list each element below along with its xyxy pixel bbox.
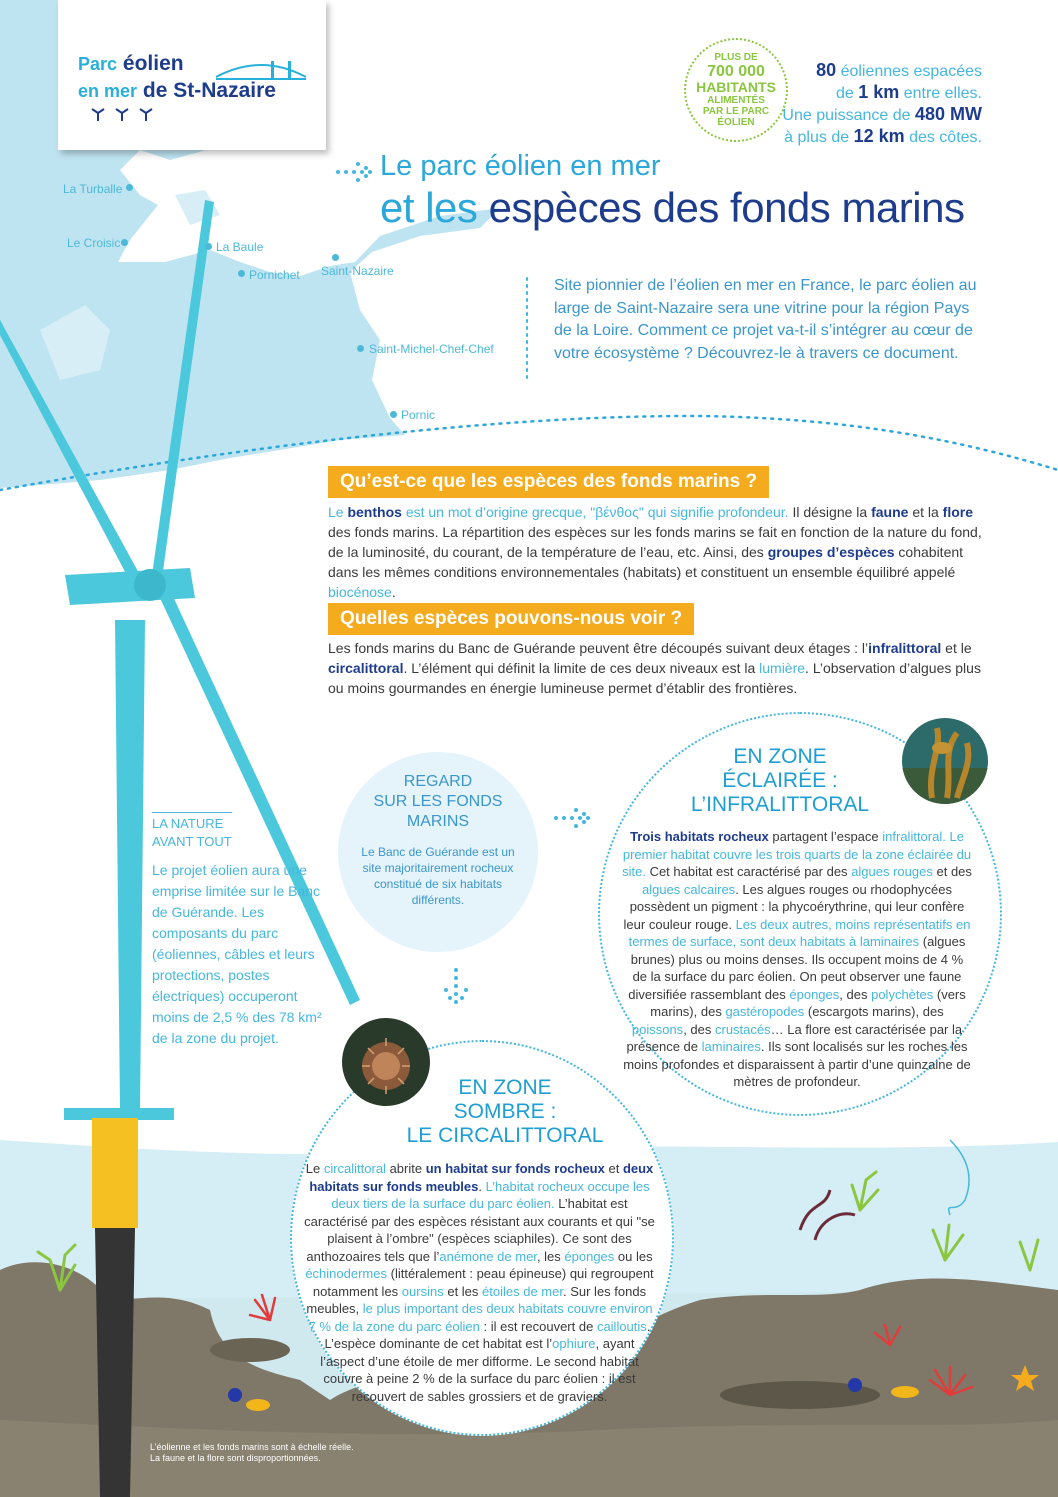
circalittoral-text: Le circalittoral abrite un habitat sur fonds rocheux et deux habitats sur fonds meubles. L’habitat rocheux occupe les deux tiers de la surface du parc éolien. L’habitat est caractérisé par des espèces résistant aux courants et qui "se plaisent à l’ombre" (espèces sciaphiles). Ce sont des anthozoaires tels que l’anémone de mer, les éponges ou les échinodermes (littéralement : peau épineuse) qui regroupent notamment les oursins et les étoiles de mer. Sur les fonds meubles, le plus important des deux habitats couvre environ 7 % de la zone du parc éolien : il est recouvert de cailloutis. L’espèce dominante de cet habitat est l’ophiure, ayant l’aspect d’une étoile de mer difforme. Le second habitat couvre à peine 2 % de la surface du parc éolien : il est recouvert de sables grossiers et de graviers. bbox=[304, 1161, 655, 1404]
stats-block: 80 éoliennes espacées de 1 km entre elles. Une puissance de 480 MW à plus de 12 km des côtes. bbox=[782, 60, 982, 146]
page-title-line1: Le parc éolien en mer bbox=[380, 150, 661, 182]
nature-heading: LA NATURE AVANT TOUT bbox=[152, 812, 232, 851]
regard-text: Le Banc de Guérande est un site majoritairement rocheux constitué de six habitats différents. bbox=[361, 845, 515, 907]
turbine-monopile bbox=[95, 1228, 135, 1497]
turbines-icon bbox=[90, 104, 160, 122]
section1-text: Le benthos est un mot d’origine grecque, "βένθος" qui signifie profondeur. Il désigne la faune et la flore des fonds marins. La répartition des espèces sur les fonds marins se fait en fonction de la nature du fond, de la luminosité, du courant, de la température de l’eau, etc. Ainsi, des groupes d’espèces cohabitent dans les mêmes conditions environnementales (habitats) et constituent un ensemble équilibré appelé biocénose. bbox=[328, 504, 982, 600]
page-title-line2: et les espèces des fonds marins bbox=[380, 184, 965, 231]
regard-heading: REGARD SUR LES FONDS MARINS bbox=[373, 773, 503, 830]
city-dot bbox=[126, 184, 133, 191]
logo-line1: Parc éolien bbox=[78, 52, 184, 75]
bridge-icon bbox=[216, 55, 306, 85]
regard-circle bbox=[338, 752, 538, 952]
city-label: Pornichet bbox=[249, 268, 300, 282]
nature-text: Le projet éolien aura une emprise limitée sur le Banc de Guérande. Les composants du parc (éoliennes, câbles et leurs protections, postes électriques) occuperont moins de 2,5 % des 78 km² de la zone du projet. bbox=[152, 862, 322, 1046]
habitants-badge: PLUS DE 700 000 HABITANTS ALIMENTÉS PAR LE PARC ÉOLIEN bbox=[684, 38, 788, 142]
section2-text: Les fonds marins du Banc de Guérande peuvent être découpés suivant deux étages : l’infralittoral et le circalittoral. L’élément qui définit la limite de ces deux niveaux est la lumière. L’observation d’algues plus ou moins gourmandes en énergie lumineuse permet d’établir des frontières. bbox=[328, 640, 981, 696]
circalittoral-heading: EN ZONE SOMBRE : LE CIRCALITTORAL bbox=[406, 1076, 604, 1147]
city-dot bbox=[238, 270, 245, 277]
city-label: Pornic bbox=[401, 408, 436, 422]
city-label: Saint-Nazaire bbox=[321, 264, 394, 278]
city-label: Le Croisic bbox=[67, 236, 121, 250]
city-dot bbox=[205, 243, 212, 250]
footnote: L’éolienne et les fonds marins sont à échelle réelle. La faune et la flore sont disproportionnées. bbox=[150, 1442, 354, 1463]
city-label: La Turballe bbox=[63, 182, 123, 196]
city-dot bbox=[390, 411, 397, 418]
logo-line2: en mer de St-Nazaire bbox=[78, 79, 276, 102]
turbine-nacelle bbox=[65, 568, 195, 605]
infralittoral-heading: EN ZONE ÉCLAIRÉE : L’INFRALITTORAL bbox=[690, 745, 870, 816]
turbine-tower bbox=[115, 620, 145, 1110]
logo bbox=[58, 0, 326, 150]
city-dot bbox=[121, 239, 128, 246]
intro-text: Site pionnier de l’éolien en mer en France, le parc éolien au large de Saint-Nazaire sera une vitrine pour la région Pays de la Loire. Comment ce projet va-t-il s’intégrer au cœur de votre écosystème ? Découvrez-le à travers ce document. bbox=[554, 277, 977, 362]
city-label: Saint-Michel-Chef-Chef bbox=[369, 342, 494, 356]
city-dot bbox=[332, 254, 339, 261]
city-dot bbox=[357, 345, 364, 352]
kelp-photo bbox=[902, 718, 988, 804]
section1-title: Qu’est-ce que les espèces des fonds marins ? bbox=[328, 466, 769, 498]
infralittoral-text: Trois habitats rocheux partagent l’espace infralittoral. Le premier habitat couvre les trois quarts de la zone éclairée du site. Cet habitat est caractérisé par des algues rouges et des algues calcaires. Les algues rouges ou rhodophycées possèdent un pigment : la phycoérythrine, qui leur confère leur couleur rouge. Les deux autres, moins représentatifs en termes de surface, sont deux habitats à laminaires (algues brunes) plus ou moins denses. Ils occupent moins de 4 % de la surface du parc éolien. On peut observer une faune diversifiée rassemblant des éponges, des polychètes (vers marins), des gastéropodes (escargots marins), des poissons, des crustacés… La flore est caractérisée par la présence de laminaires. Ils sont localisés sur les roches les moins profondes et disparaissent à partir d’une quinzaine de mètres de profondeur. bbox=[622, 829, 972, 1089]
section2-title: Quelles espèces pouvons-nous voir ? bbox=[328, 603, 694, 635]
city-label: La Baule bbox=[216, 240, 264, 254]
